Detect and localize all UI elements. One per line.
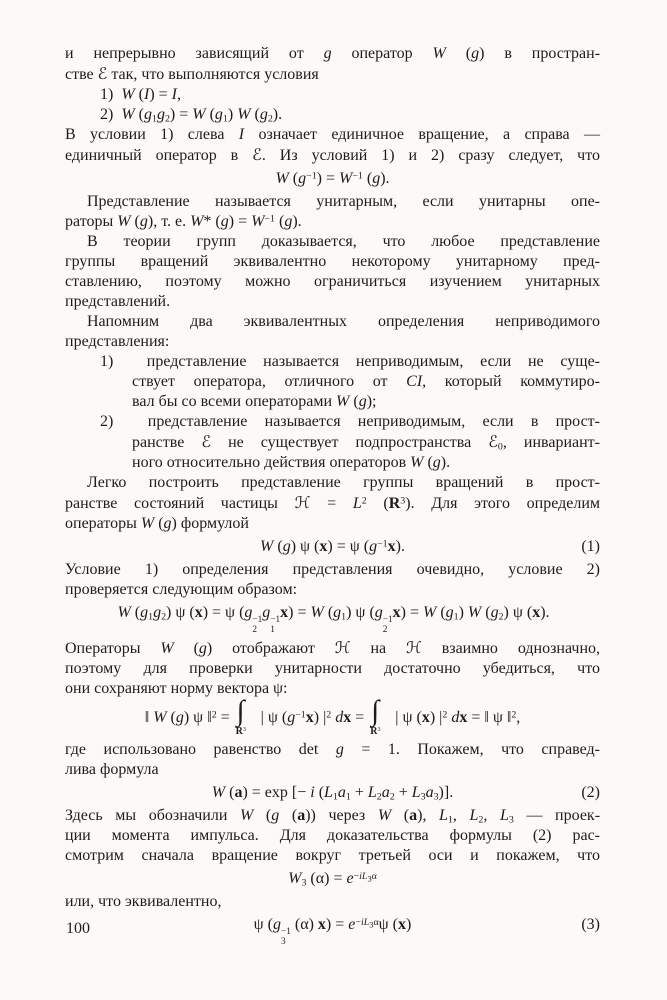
display-equation-inverse bbox=[65, 169, 600, 189]
display-equation-chain bbox=[37, 603, 630, 635]
equation: W (g) ψ (x) = ψ $(g^{-1}x)$. bbox=[260, 538, 405, 555]
paragraph-continuation: Операторы W (g) отображают ℋ на ℋ взаимно однозначно, поэтому для проверки унитарности достаточно убедиться, что они сохраняют норму вектора ψ: bbox=[65, 638, 601, 698]
equation: W (a) = exp [− i $(L_1a_1 + L_2a_2 + L_3a_3)$]. bbox=[211, 784, 454, 803]
display-equation-1 bbox=[65, 537, 600, 557]
display-equation-2 bbox=[65, 783, 600, 803]
condition-item-2: 2) W $(g_1g_2) = W$ $(g_1)$ W $(g_2)$. bbox=[100, 106, 283, 125]
paragraph: Представление называется унитарным, если унитарны опе- раторы W (g), т. е. W* $(g) = W^{-1}$ (g). bbox=[65, 193, 600, 230]
paragraph: В условии 1) слева I означает единичное вращение, а справа — единичный оператор в ℰ. Из условий 1) и 2) сразу следует, что bbox=[65, 126, 600, 164]
equation-number: (1) bbox=[581, 538, 600, 555]
equation-number: (2) bbox=[581, 784, 600, 802]
paragraph-continuation: Здесь мы обозначили W (g (a)) через W (a), $L_1$, $L_2$, $L_3$ — проек- ции момента импульса. Для доказательства формулы (2) рас- смотрим сначала вращение вокруг третьей оси и покажем, что bbox=[65, 807, 601, 865]
equation: ‖ W (g) ψ ‖$^2$ = ∫ $R^3$ | ψ $(g^{-1}x)$ $|^2$ dx = ∫ $R^3$ | ψ (x) $|^2$ dx = ‖ ψ ‖$^2$, bbox=[144, 695, 521, 738]
definition-item-1: 1) представление называется неприводимым, если не суще- ствует оператора, отличного от CI, который коммутиро- вал бы со всеми операторами W (g); bbox=[100, 353, 600, 410]
paragraph: Легко построить представление группы вращений в прост- ранстве состояний частицы ℋ = $L^2$ $(R^3)$. Для этого определим операторы W (g) формулой bbox=[65, 474, 601, 532]
page-number: 100 bbox=[66, 920, 90, 937]
paragraph-continuation: где использовано равенство det g = 1. Покажем, что справед- лива формула bbox=[65, 741, 600, 779]
equation: W $(g^{-1}) = W^{-1}$ (g). bbox=[275, 170, 390, 187]
equation: W $(g_1g_2)$ ψ (x) = ψ (g −1 2 g −1 1 x) = W $(g_1)$ ψ (g −1 2 x) = W $(g_1)$ W $(g_2)$ ψ (x). bbox=[117, 604, 550, 636]
display-equation-w3 bbox=[65, 869, 600, 889]
text-column bbox=[65, 44, 600, 951]
equation: $W_3$ $(\alpha) = e^{-iL_3\alpha}$ bbox=[288, 870, 377, 889]
equation: ψ (g −1 3 (α) $x) = e^{-iL_3\alpha}\psi$ (x) bbox=[253, 916, 412, 948]
paragraph: Напомним два эквивалентных определения неприводимого представления: bbox=[65, 313, 600, 350]
display-equation-3 bbox=[65, 915, 600, 947]
equation-number: (3) bbox=[581, 916, 600, 934]
paragraph: В теории групп доказывается, что любое представление группы вращений эквивалентно некоторому унитарному пред- ставлению, поэтому можно ограничиться изучением унитарных представлений. bbox=[65, 233, 600, 310]
definition-item-2: 2) представление называется неприводимым, если в прост- ранстве ℰ не существует подпространства ℰ$_0$, инвариант- ного относительно действия операторов W (g). bbox=[100, 413, 601, 471]
condition-item-1: 1) W (I) = I, bbox=[100, 86, 181, 103]
paragraph-continuation: Условие 1) определения представления очевидно, условие 2) проверяется следующим образом: bbox=[65, 561, 600, 598]
paragraph-continuation: или, что эквивалентно, bbox=[65, 893, 222, 911]
paragraph-continuation: и непрерывно зависящий от g оператор W (g) в простран- стве ℰ так, что выполняются условия bbox=[65, 45, 601, 83]
display-equation-norm bbox=[65, 695, 600, 738]
